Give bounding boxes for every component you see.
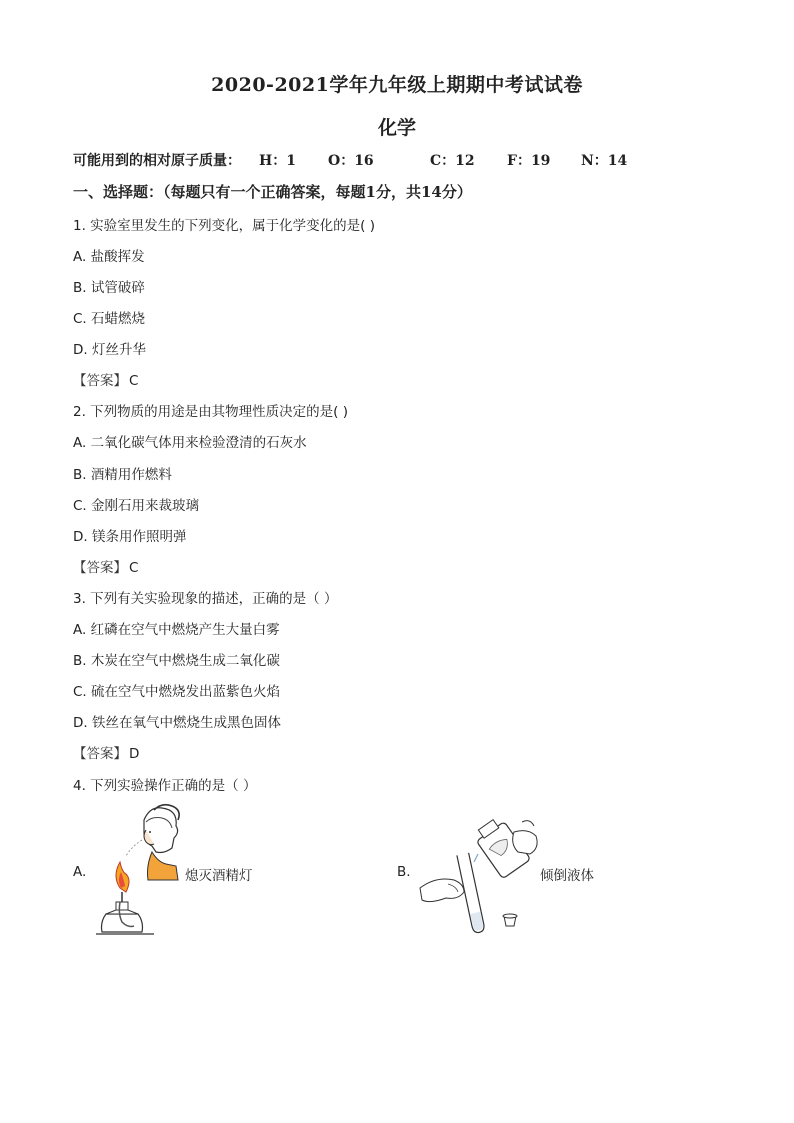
question-2-option-a: A. 二氧化碳气体用来检验澄清的石灰水 [73,435,307,451]
answer-label: 【答案】 [73,746,127,762]
person-blowing-alcohol-lamp-icon [92,802,187,942]
atomic-mass-f: F：19 [507,153,551,169]
question-2-answer [73,556,138,576]
question-3-option-a: A. 红磷在空气中燃烧产生大量白雾 [73,622,280,638]
question-4-stem: 4. 下列实验操作正确的是（ ） [73,778,257,794]
question-4-figure-row [0,800,794,950]
question-1-option-c: C. 石蜡燃烧 [73,311,146,327]
question-4-option-a-caption: 熄灭酒精灯 [185,868,253,884]
question-1-answer [73,369,138,389]
question-2-option-b: B. 酒精用作燃料 [73,467,172,483]
answer-value: D [129,746,140,762]
answer-label: 【答案】 [73,373,127,389]
question-3-answer [73,742,139,762]
answer-value: C [129,560,139,576]
question-2-stem: 2. 下列物质的用途是由其物理性质决定的是( ) [73,404,348,420]
atomic-mass-h: H：1 [259,153,296,169]
question-2-option-d: D. 镁条用作照明弹 [73,529,187,545]
section-heading: 一、选择题：（每题只有一个正确答案，每题1分，共14分） [73,183,472,201]
question-1-option-d: D. 灯丝升华 [73,342,146,358]
atomic-mass-c: C：12 [430,153,475,169]
question-1-option-b: B. 试管破碎 [73,280,145,296]
atomic-mass-n: N：14 [581,153,628,169]
pouring-liquid-into-test-tube-icon [418,818,543,943]
question-3-stem: 3. 下列有关实验现象的描述，正确的是（ ） [73,591,338,607]
question-1-option-a: A. 盐酸挥发 [73,249,145,265]
subject-title: 化学 [377,117,416,139]
question-4-option-b-caption: 倾倒液体 [540,868,594,884]
question-3-option-c: C. 硫在空气中燃烧发出蓝紫色火焰 [73,684,281,700]
question-1-stem: 1. 实验室里发生的下列变化，属于化学变化的是( ) [73,218,375,234]
answer-value: C [129,373,139,389]
answer-label: 【答案】 [73,560,127,576]
exam-title: 2020-2021学年九年级上期期中考试试卷 [211,74,583,96]
atomic-mass-o: O：16 [328,153,374,169]
atomic-mass-label: 可能用到的相对原子质量： [73,153,241,169]
question-3-option-d: D. 铁丝在氧气中燃烧生成黑色固体 [73,715,281,731]
question-4-option-b-letter: B. [397,864,411,880]
question-2-option-c: C. 金刚石用来裁玻璃 [73,498,200,514]
question-4-option-a-letter: A. [73,864,87,880]
question-3-option-b: B. 木炭在空气中燃烧生成二氧化碳 [73,653,280,669]
